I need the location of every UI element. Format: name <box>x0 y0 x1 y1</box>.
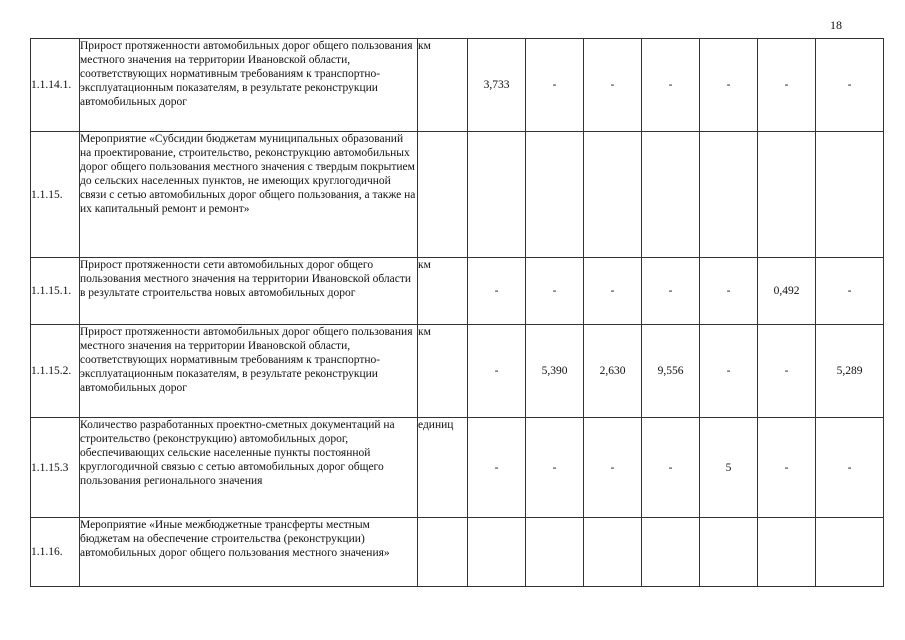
value-cell: - <box>584 418 642 518</box>
value-cell: - <box>468 325 526 418</box>
value-cell: 5,289 <box>816 325 884 418</box>
value-cell: 0,492 <box>758 258 816 325</box>
value-cell <box>816 518 884 587</box>
row-unit <box>418 518 468 587</box>
value-cell: - <box>816 39 884 132</box>
value-cell: - <box>642 258 700 325</box>
row-unit: км <box>418 325 468 418</box>
value-cell: 5 <box>700 418 758 518</box>
table-row <box>31 325 884 418</box>
row-name: Прирост протяженности автомобильных дорог общего пользования местного значения на территории Ивановской области, соответствующих нормативным требованиям к транспортно-эксплуатационным показателям, в результате реконструкции автомобильных дорог <box>80 325 418 418</box>
value-cell: - <box>758 418 816 518</box>
row-number: 1.1.15. <box>31 132 80 258</box>
row-name: Мероприятие «Иные межбюджетные трансферты местным бюджетам на обеспечение строительства (реконструкции) автомобильных дорог общего пользования местного значения» <box>80 518 418 587</box>
value-cell: - <box>526 39 584 132</box>
value-cell <box>642 132 700 258</box>
value-cell: - <box>642 418 700 518</box>
value-cell: - <box>816 258 884 325</box>
table-row <box>31 132 884 258</box>
value-cell <box>468 518 526 587</box>
indicators-table <box>30 38 884 587</box>
value-cell: - <box>816 418 884 518</box>
value-cell <box>526 132 584 258</box>
row-number: 1.1.15.2. <box>31 325 80 418</box>
value-cell: - <box>468 418 526 518</box>
value-cell <box>700 132 758 258</box>
table-row <box>31 518 884 587</box>
value-cell: - <box>468 258 526 325</box>
value-cell: - <box>758 39 816 132</box>
value-cell: - <box>584 258 642 325</box>
value-cell: 5,390 <box>526 325 584 418</box>
value-cell: 9,556 <box>642 325 700 418</box>
value-cell: - <box>526 258 584 325</box>
row-name: Прирост протяженности сети автомобильных дорог общего пользования местного значения на территории Ивановской области в результате строительства новых автомобильных дорог <box>80 258 418 325</box>
row-unit <box>418 132 468 258</box>
row-unit: км <box>418 258 468 325</box>
value-cell: 2,630 <box>584 325 642 418</box>
value-cell: 3,733 <box>468 39 526 132</box>
value-cell <box>584 518 642 587</box>
table-row <box>31 258 884 325</box>
table-row <box>31 39 884 132</box>
value-cell <box>584 132 642 258</box>
value-cell <box>526 518 584 587</box>
row-unit: единиц <box>418 418 468 518</box>
value-cell: - <box>584 39 642 132</box>
value-cell <box>700 518 758 587</box>
value-cell: - <box>526 418 584 518</box>
value-cell <box>816 132 884 258</box>
table-row <box>31 418 884 518</box>
page-number: 18 <box>830 18 842 32</box>
row-number: 1.1.15.3 <box>31 418 80 518</box>
row-number: 1.1.16. <box>31 518 80 587</box>
value-cell: - <box>700 39 758 132</box>
row-unit: км <box>418 39 468 132</box>
row-name: Количество разработанных проектно-сметных документаций на строительство (реконструкцию) автомобильных дорог, обеспечивающих сельские населенные пункты постоянной круглогодичной связью с сетью автомобильных дорог общего пользования регионального значения <box>80 418 418 518</box>
value-cell: - <box>758 325 816 418</box>
row-name: Прирост протяженности автомобильных дорог общего пользования местного значения на территории Ивановской области, соответствующих нормативным требованиям к транспортно-эксплуатационным показателям, в результате реконструкции автомобильных дорог <box>80 39 418 132</box>
value-cell <box>758 518 816 587</box>
row-name: Мероприятие «Субсидии бюджетам муниципальных образований на проектирование, строительство, реконструкцию автомобильных дорог общего пользования местного значения с твердым покрытием до сельских населенных пунктов, не имеющих круглогодичной связи с сетью автомобильных дорог общего пользования, а также на их капитальный ремонт и ремонт» <box>80 132 418 258</box>
value-cell <box>642 518 700 587</box>
value-cell <box>468 132 526 258</box>
value-cell: - <box>700 325 758 418</box>
row-number: 1.1.14.1. <box>31 39 80 132</box>
value-cell: - <box>700 258 758 325</box>
value-cell: - <box>642 39 700 132</box>
row-number: 1.1.15.1. <box>31 258 80 325</box>
value-cell <box>758 132 816 258</box>
